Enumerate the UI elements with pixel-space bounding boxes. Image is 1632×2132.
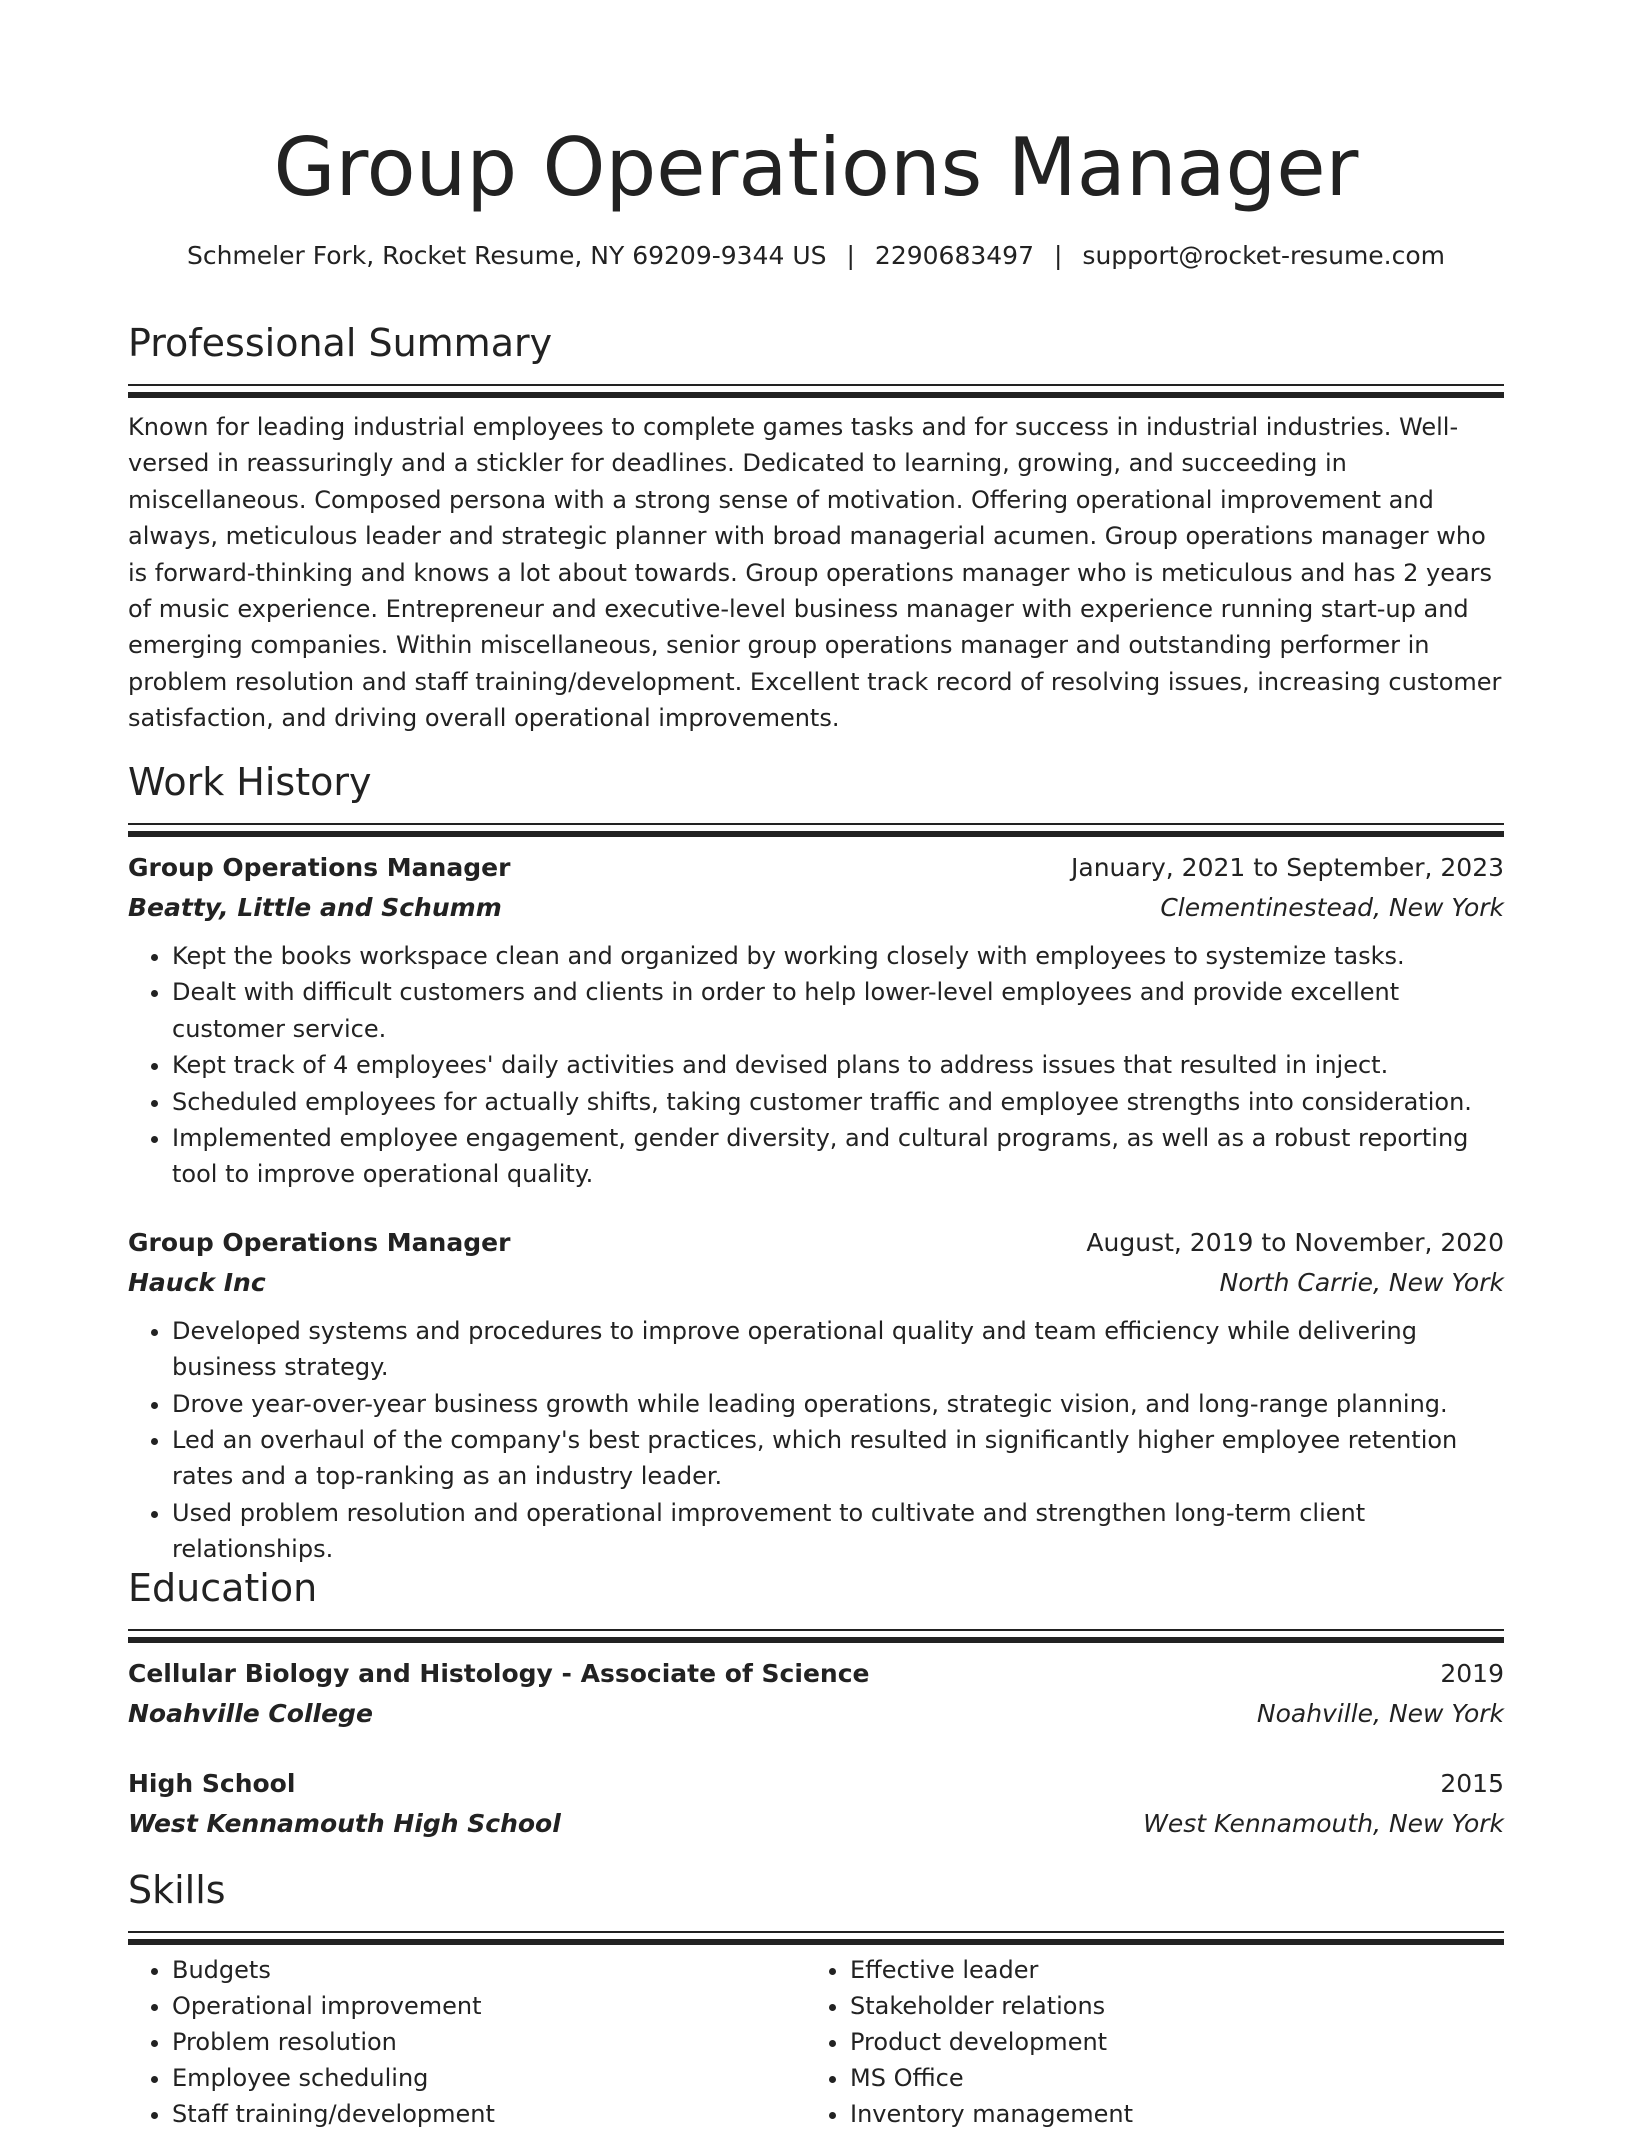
job-bullet: • Drove year-over-year business growth while leading operations, strategic vision, and long-range planning. — [172, 1386, 1504, 1422]
section-divider — [128, 1629, 1504, 1644]
job-location: North Carrie, New York — [1219, 1267, 1504, 1297]
job-title: Group Operations Manager — [128, 1227, 511, 1257]
job-bullet: • Used problem resolution and operational improvement to cultivate and strengthen long-term client relationships. — [172, 1495, 1504, 1568]
job-entry — [128, 1223, 1504, 1568]
job-bullet: • Kept track of 4 employees' daily activities and devised plans to address issues that resulted in inject. — [172, 1047, 1504, 1083]
contact-separator: | — [1053, 241, 1063, 270]
contact-email: support@rocket-resume.com — [1082, 241, 1446, 270]
skills-section — [128, 1865, 1504, 2132]
job-location: Clementinestead, New York — [1160, 893, 1504, 922]
summary-heading: Professional Summary — [128, 321, 553, 365]
job-dates: January, 2021 to September, 2023 — [1071, 853, 1504, 882]
skill-item: • Staff training/development — [172, 2096, 806, 2132]
section-divider — [128, 823, 1504, 838]
education-school: West Kennamouth High School — [128, 1809, 561, 1838]
summary-section — [128, 318, 1504, 737]
job-bullet: • Led an overhaul of the company's best practices, which resulted in significantly higher employee retention rates and a top-ranking as an industry leader. — [172, 1422, 1504, 1495]
skill-item: • Problem resolution — [172, 2024, 806, 2060]
education-location: Noahville, New York — [1256, 1699, 1504, 1728]
section-divider — [128, 384, 1504, 399]
education-degree: Cellular Biology and Histology - Associate of Science — [128, 1659, 870, 1688]
contact-line — [128, 238, 1504, 274]
skill-item: • MS Office — [850, 2060, 1484, 2096]
job-bullet: • Dealt with difficult customers and clients in order to help lower-level employees and provide excellent customer service. — [172, 974, 1504, 1047]
skill-item: • Inventory management — [850, 2096, 1484, 2132]
education-heading: Education — [128, 1566, 318, 1610]
job-entry — [128, 848, 1504, 1193]
education-location: West Kennamouth, New York — [1143, 1809, 1504, 1838]
skill-item: • Employee scheduling — [172, 2060, 806, 2096]
skills-column-left — [128, 1952, 806, 2132]
education-section — [128, 1563, 1504, 1844]
skills-column-right — [806, 1952, 1484, 2132]
skills-heading: Skills — [128, 1868, 226, 1912]
work-history-heading: Work History — [128, 760, 372, 804]
job-title: Group Operations Manager — [128, 853, 511, 882]
job-company: Hauck Inc — [128, 1267, 266, 1297]
skill-item: • Effective leader — [850, 1952, 1484, 1988]
job-bullet: • Developed systems and procedures to improve operational quality and team efficiency while delivering business strategy. — [172, 1313, 1504, 1386]
job-bullet: • Kept the books workspace clean and organized by working closely with employees to systemize tasks. — [172, 938, 1504, 974]
job-bullets — [128, 938, 1504, 1193]
skill-item: • Budgets — [172, 1952, 806, 1988]
education-degree: High School — [128, 1769, 296, 1798]
skills-list — [128, 1952, 1504, 2132]
skill-item: • Operational improvement — [172, 1988, 806, 2024]
work-history-section — [128, 757, 1504, 1568]
education-school: Noahville College — [128, 1699, 373, 1728]
job-dates: August, 2019 to November, 2020 — [1086, 1227, 1504, 1257]
education-year: 2019 — [1440, 1659, 1504, 1688]
job-bullets — [128, 1313, 1504, 1568]
summary-text: Known for leading industrial employees to complete games tasks and for success in industrial industries. Well-versed in reassuringly and a stickler for deadlines. Dedicated to learning, growing, and succeeding in miscellaneous. Composed persona with a strong sense of motivation. Offering operational improvement and always, meticulous leader and strategic planner with broad managerial acumen. Group operations manager who is forward-thinking and knows a lot about towards. Group operations manager who is meticulous and has 2 years of music experience. Entrepreneur and executive-level business manager with experience running start-up and emerging companies. Within miscellaneous, senior group operations manager and outstanding performer in problem resolution and staff training/development. Excellent track record of resolving issues, increasing customer satisfaction, and driving overall operational improvements. — [128, 413, 1502, 733]
contact-separator: | — [846, 241, 855, 270]
job-bullet: • Scheduled employees for actually shifts, taking customer traffic and employee strengths into consideration. — [172, 1084, 1504, 1120]
section-divider — [128, 1931, 1504, 1946]
education-year: 2015 — [1440, 1769, 1504, 1798]
resume-name: Group Operations Manager — [273, 121, 1359, 214]
education-entry — [128, 1654, 1504, 1734]
contact-address: Schmeler Fork, Rocket Resume, NY 69209-9344 US — [186, 241, 827, 270]
job-bullet: • Implemented employee engagement, gender diversity, and cultural programs, as well as a robust reporting tool to improve operational quality. — [172, 1120, 1504, 1193]
skill-item: • Product development — [850, 2024, 1484, 2060]
skill-item: • Stakeholder relations — [850, 1988, 1484, 2024]
contact-phone: 2290683497 — [874, 241, 1034, 270]
education-entry — [128, 1764, 1504, 1844]
job-company: Beatty, Little and Schumm — [128, 893, 502, 922]
